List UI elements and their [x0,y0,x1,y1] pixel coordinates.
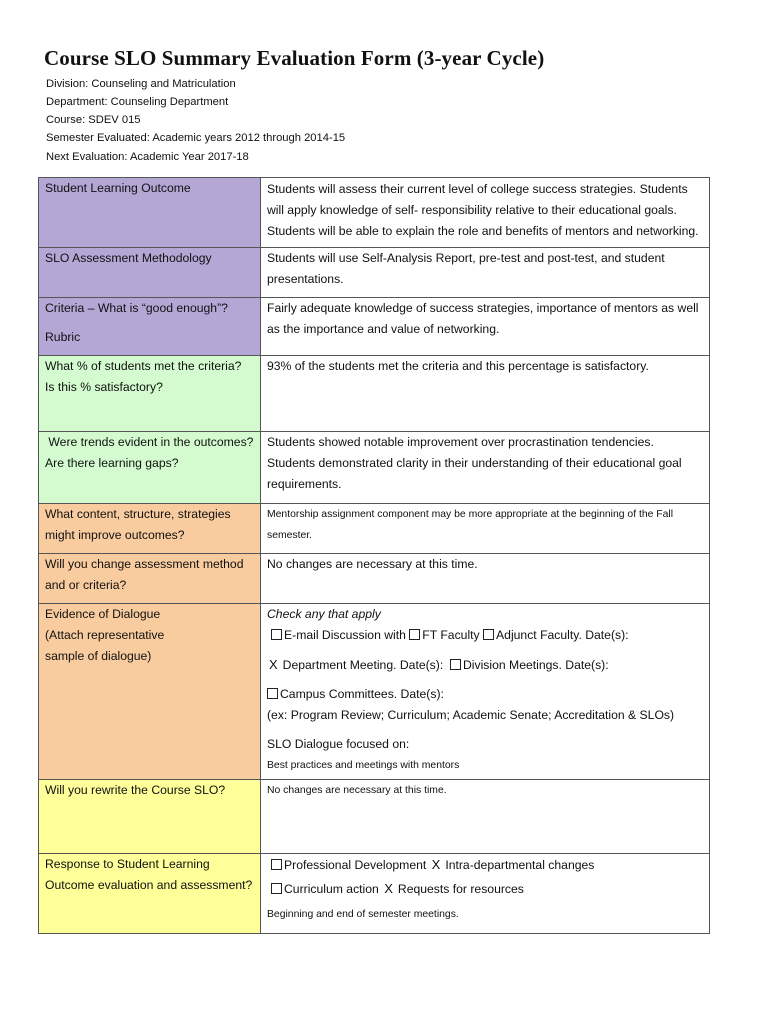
change-value-cell [261,554,710,604]
response-label: Response to Student Learning Outcome evaluation and assessment? [45,857,253,892]
row-response [39,854,710,934]
criteria-value-cell [261,298,710,356]
dialogue-focus-text: Best practices and meetings with mentors [267,760,460,771]
adjunct-checkbox[interactable] [483,629,494,640]
rewrite-value: No changes are necessary at this time. [267,785,447,796]
response-note: Beginning and end of semester meetings. [267,909,459,920]
change-label-cell [39,554,261,604]
department-meeting-x-mark[interactable]: X [269,657,278,672]
row-methodology [39,248,710,298]
rewrite-value-cell [261,780,710,854]
trends-label: Were trends evident in the outcomes? Are there learning gaps? [45,435,257,470]
department-line: Department: Counseling Department [46,96,229,108]
percent-value: 93% of the students met the criteria and this percentage is satisfactory. [267,359,649,373]
percent-label-cell [39,356,261,432]
evaluation-table [38,177,710,934]
committee-examples: (ex: Program Review; Curriculum; Academic Senate; Accreditation & SLOs) [267,708,675,722]
requests-resources-x-mark[interactable]: X [384,881,393,896]
semester-line: Semester Evaluated: Academic years 2012 through 2014-15 [46,132,346,144]
rubric-label: Rubric [45,330,81,344]
course-line: Course: SDEV 015 [46,114,141,126]
criteria-label: Criteria – What is “good enough”? [45,301,228,315]
dialogue-focus-label: SLO Dialogue focused on: [267,737,410,751]
intra-departmental-x-mark[interactable]: X [431,857,441,872]
change-value: No changes are necessary at this time. [267,557,478,571]
change-label: Will you change assessment method and or criteria? [45,557,244,592]
percent-value-cell [261,356,710,432]
division-line: Division: Counseling and Matriculation [46,78,236,90]
response-value-cell [261,854,710,934]
campus-committees-label: Campus Committees. Date(s): [280,687,444,701]
percent-label: What % of students met the criteria? Is this % satisfactory? [45,359,242,394]
slo-label: Student Learning Outcome [45,181,191,195]
methodology-value: Students will use Self-Analysis Report, pre-test and post-test, and student presentations. [267,251,665,286]
division-meetings-checkbox[interactable] [450,659,461,670]
dialogue-sample-label: sample of dialogue) [45,649,152,663]
ft-faculty-label: FT Faculty [422,628,484,642]
rewrite-label-cell [39,780,261,854]
intra-departmental-label: Intra-departmental changes [445,858,595,872]
dialogue-value-cell [261,604,710,780]
row-change [39,554,710,604]
methodology-label: SLO Assessment Methodology [45,251,212,265]
next-evaluation-line: Next Evaluation: Academic Year 2017-18 [46,151,249,163]
professional-development-label: Professional Development [284,858,430,872]
trends-label-cell [39,432,261,504]
methodology-value-cell [261,248,710,298]
content-label: What content, structure, strategies might improve outcomes? [45,507,231,542]
content-value: Mentorship assignment component may be more appropriate at the beginning of the Fall semester. [267,509,674,541]
rewrite-label: Will you rewrite the Course SLO? [45,783,226,797]
row-trends [39,432,710,504]
criteria-label-cell [39,298,261,356]
slo-value-cell [261,178,710,248]
email-label: E-mail Discussion with [284,628,410,642]
email-checkbox[interactable] [271,629,282,640]
content-label-cell [39,504,261,554]
division-meetings-label: Division Meetings. Date(s): [462,658,609,672]
campus-committees-checkbox[interactable] [267,688,278,699]
requests-resources-label: Requests for resources [397,882,524,896]
ft-faculty-checkbox[interactable] [409,629,420,640]
row-percent [39,356,710,432]
dialogue-attach-label: (Attach representative [45,628,165,642]
trends-value: Students showed notable improvement over procrastination tendencies. Students demonstrated clarity in their understanding of their educational goal requirements. [267,435,682,491]
row-criteria [39,298,710,356]
trends-value-cell [261,432,710,504]
curriculum-action-label: Curriculum action [284,882,383,896]
row-content [39,504,710,554]
criteria-value: Fairly adequate knowledge of success strategies, importance of mentors as well as the importance and value of networking. [267,301,699,336]
dialogue-label-cell [39,604,261,780]
slo-label-cell [39,178,261,248]
department-meeting-label: Department Meeting. Date(s): [282,658,450,672]
adjunct-label: Adjunct Faculty. Date(s): [496,628,629,642]
response-label-cell [39,854,261,934]
row-dialogue [39,604,710,780]
content-value-cell [261,504,710,554]
curriculum-action-checkbox[interactable] [271,883,282,894]
slo-value: Students will assess their current level of college success strategies. Students will apply knowledge of self- responsibility relative to their educational goals. Students will be able to explain the role and benefits of mentors and networking. [267,182,699,238]
check-any-label: Check any that apply [267,607,381,621]
methodology-label-cell [39,248,261,298]
professional-development-checkbox[interactable] [271,859,282,870]
row-slo [39,178,710,248]
page-title: Course SLO Summary Evaluation Form (3-year Cycle) [44,46,545,70]
dialogue-label: Evidence of Dialogue [45,607,161,621]
row-rewrite [39,780,710,854]
